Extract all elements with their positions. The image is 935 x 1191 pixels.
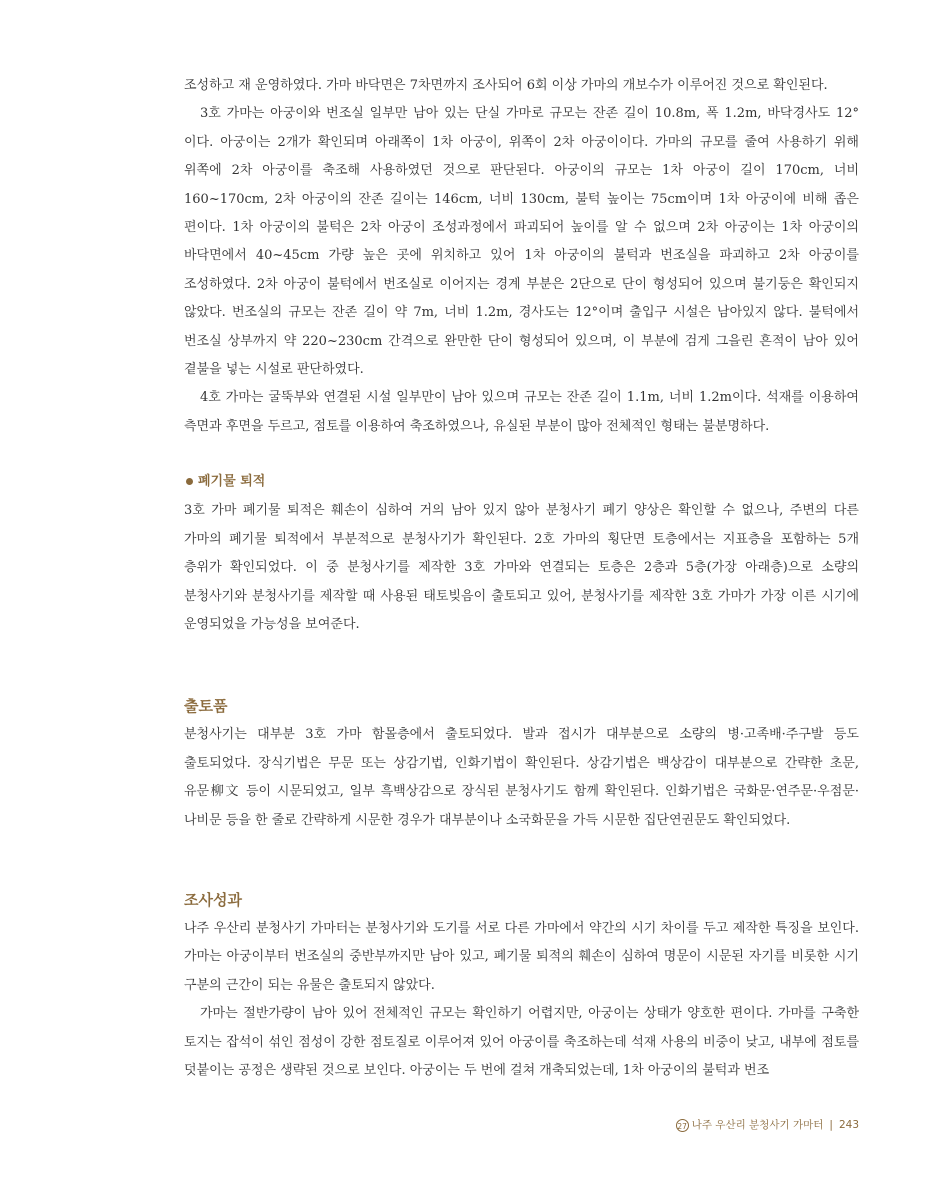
footer-chapter-title: 나주 우산리 분청사기 가마터 (691, 1119, 824, 1131)
paragraph-results-2: 가마는 절반가량이 남아 있어 전체적인 규모는 확인하기 어렵지만, 아궁이는 상태가 양호한 편이다. 가마를 구축한 토지는 잡석이 섞인 점성이 강한 점토질로 이루어져 있어 아궁이를 축조하는데 석재 사용의 비중이 낮고, 내부에 점토를 덧붙이는 공정은 생략된 것으로 보인다. 아궁이는 두 번에 걸쳐 개축되었는데, 1차 아궁이의 불턱과 번조 (184, 1006, 859, 1078)
chapter-number-badge: 27 (676, 1119, 689, 1132)
page-body (184, 72, 859, 1085)
paragraph-results-1: 나주 우산리 분청사기 가마터는 분청사기와 도기를 서로 다른 가마에서 약간의 시기 차이를 두고 제작한 특징을 보인다. 가마는 아궁이부터 번조실의 중반부까지만 남아 있고, 폐기물 퇴적의 훼손이 심하여 명문이 시문된 자기를 비롯한 시기 구분의 근간이 되는 유물은 출토되지 않았다. (184, 920, 859, 993)
paragraph-kiln-continuation: 조성하고 재 운영하였다. 가마 바닥면은 7차면까지 조사되어 6회 이상 가마의 개보수가 이루어진 것으로 확인된다. (184, 78, 828, 93)
paragraph-kiln-4: 4호 가마는 굴뚝부와 연결된 시설 일부만이 남아 있으며 규모는 잔존 길이 1.1m, 너비 1.2m이다. 석재를 이용하여 측면과 후면을 두르고, 점토를 이용하여 축조하였으나, 유실된 부분이 많아 전체적인 형태는 불분명하다. (184, 390, 859, 434)
paragraph-kiln-3: 3호 가마는 아궁이와 번조실 일부만 남아 있는 단실 가마로 규모는 잔존 길이 10.8m, 폭 1.2m, 바닥경사도 12°이다. 아궁이는 2개가 확인되며 아래쪽이 1차 아궁이, 위쪽이 2차 아궁이이다. 가마의 규모를 줄여 사용하기 위해 위쪽에 2차 아궁이를 축조해 사용하였던 것으로 판단된다. 아궁이의 규모는 1차 아궁이 길이 170cm, 너비 160~170cm, 2차 아궁이의 잔존 길이는 146cm, 너비 130cm, 불턱 높이는 75cm이며 1차 아궁이에 비해 좁은 편이다. 1차 아궁이의 불턱은 2차 아궁이 조성과정에서 파괴되어 높이를 알 수 없으며 2차 아궁이는 1차 아궁이의 바닥면에서 40~45cm 가량 높은 곳에 위치하고 있어 1차 아궁이의 불턱과 번조실을 파괴하고 2차 아궁이를 조성하였다. 2차 아궁이 불턱에서 번조실로 이어지는 경계 부분은 2단으로 단이 형성되어 있으며 불기둥은 확인되지 않았다. 번조실의 규모는 잔존 길이 약 7m, 너비 1.2m, 경사도는 12°이며 출입구 시설은 남아있지 않다. 불턱에서 번조실 상부까지 약 220~230cm 간격으로 완만한 단이 형성되어 있으며, 이 부분에 검게 그을린 흔적이 남아 있어 곁불을 넣는 시설로 판단하였다. (184, 106, 859, 378)
paragraph-artifacts: 분청사기는 대부분 3호 가마 함몰층에서 출토되었다. 발과 접시가 대부분으로 소량의 병·고족배·주구발 등도 출토되었다. 장식기법은 무문 또는 상감기법, 인화기법이 확인된다. 상감기법은 백상감이 대부분으로 간략한 초문, 유문柳文 등이 시문되었고, 일부 흑백상감으로 장식된 분청사기도 함께 확인된다. 인화기법은 국화문·연주문·우점문·나비문 등을 한 줄로 간략하게 시문한 경우가 대부분이나 소국화문을 가득 시문한 집단연권문도 확인되었다. (184, 727, 859, 828)
section-heading-results: 조사성과 (184, 890, 242, 909)
page-footer (676, 1117, 859, 1133)
footer-separator: | (829, 1119, 833, 1131)
subheading-waste-text: 폐기물 퇴적 (198, 474, 266, 490)
bullet-icon (186, 478, 193, 485)
section-heading-artifacts: 출토품 (184, 697, 228, 716)
subheading-waste (184, 467, 859, 497)
page-number: 243 (838, 1119, 859, 1131)
paragraph-waste: 3호 가마 폐기물 퇴적은 훼손이 심하여 거의 남아 있지 않아 분청사기 폐기 양상은 확인할 수 없으나, 주변의 다른 가마의 폐기물 퇴적에서 부분적으로 분청사기가 확인된다. 2호 가마의 횡단면 토층에서는 지표층을 포함하는 5개 층위가 확인되었다. 이 중 분청사기를 제작한 3호 가마와 연결되는 토층은 2층과 5층(가장 아래층)으로 소량의 분청사기와 분청사기를 제작할 때 사용된 태토빚음이 출토되고 있어, 분청사기를 제작한 3호 가마가 가장 이른 시기에 운영되었을 가능성을 보여준다. (184, 503, 859, 632)
